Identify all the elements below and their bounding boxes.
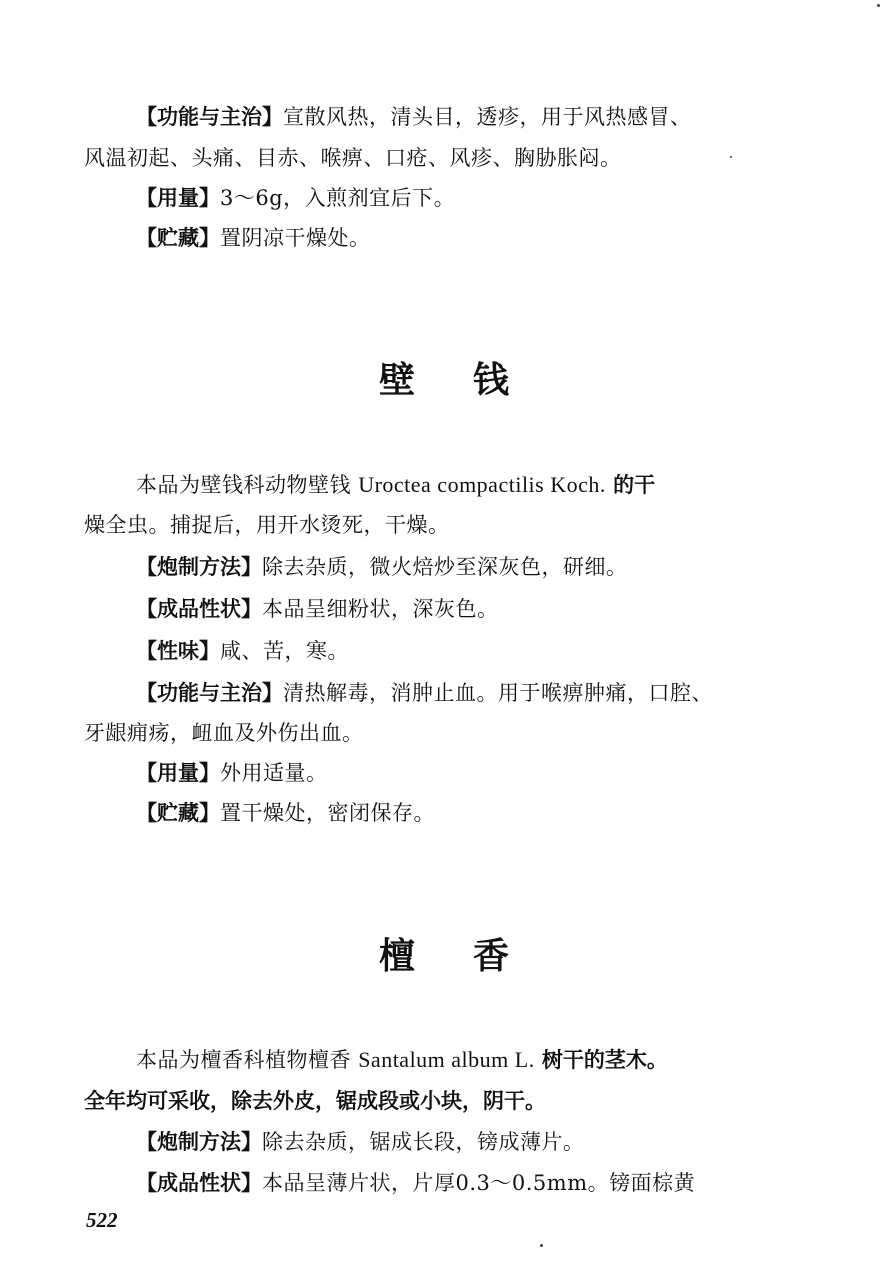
product-line — [136, 594, 499, 624]
dosage-tag: 【用量】 — [136, 186, 220, 210]
intro-text: 本品为壁钱科动物壁钱 — [136, 473, 351, 497]
intro-line-2 — [84, 1086, 546, 1116]
section-title-biqian: 壁钱 — [378, 360, 567, 401]
intro-text-post: 的干 — [613, 473, 656, 497]
dosage-tag: 【用量】 — [136, 761, 220, 785]
product-tag: 【成品性状】 — [136, 597, 262, 621]
intro-text-cont: 燥全虫。捕捉后，用开水烫死，干燥。 — [84, 513, 450, 537]
processing-tag: 【炮制方法】 — [136, 1130, 262, 1154]
processing-tag: 【炮制方法】 — [136, 555, 262, 579]
function-line-1 — [136, 102, 692, 132]
function-text: 宣散风热，清头目，透疹，用于风热感冒、 — [283, 105, 692, 129]
dosage-text: 3～6g，入煎剂宜后下。 — [220, 186, 456, 210]
dosage-line — [136, 183, 455, 213]
function-text-cont: 风温初起、头痛、目赤、喉痹、口疮、风疹、胸胁胀闷。 — [84, 146, 622, 170]
taste-tag: 【性味】 — [136, 639, 220, 663]
print-speck — [877, 4, 880, 7]
product-line — [136, 1168, 695, 1198]
taste-text: 咸、苦，寒。 — [220, 639, 349, 663]
product-text: 本品呈薄片状，片厚0.3～0.5mm。镑面棕黄 — [262, 1171, 696, 1195]
intro-text-cont: 全年均可采收，除去外皮，锯成段或小块，阴干。 — [84, 1089, 546, 1113]
intro-text-post: 树干的茎木。 — [541, 1048, 668, 1072]
function-line-2 — [84, 143, 622, 173]
storage-tag: 【贮藏】 — [136, 801, 220, 825]
function-tag: 【功能与主治】 — [136, 681, 283, 705]
storage-line — [136, 223, 371, 253]
intro-line-1 — [136, 1045, 668, 1075]
print-speck — [540, 1244, 543, 1247]
function-text: 清热解毒，消肿止血。用于喉痹肿痛，口腔、 — [283, 681, 713, 705]
storage-text: 置阴凉干燥处。 — [220, 226, 371, 250]
storage-tag: 【贮藏】 — [136, 226, 220, 250]
dosage-text: 外用适量。 — [220, 761, 328, 785]
function-line-1 — [136, 678, 713, 708]
function-line-2 — [84, 718, 364, 748]
product-text: 本品呈细粉状，深灰色。 — [262, 597, 499, 621]
processing-line — [136, 552, 628, 582]
processing-line — [136, 1127, 585, 1157]
product-tag: 【成品性状】 — [136, 1171, 262, 1195]
section-title-tanxiang: 檀香 — [378, 936, 567, 977]
processing-text: 除去杂质，锯成长段，镑成薄片。 — [262, 1130, 585, 1154]
print-speck — [730, 156, 732, 158]
processing-text: 除去杂质，微火焙炒至深灰色，研细。 — [262, 555, 628, 579]
latin-name: Uroctea compactilis Koch. — [358, 472, 606, 497]
taste-line — [136, 636, 349, 666]
intro-line-1 — [136, 470, 655, 500]
intro-text: 本品为檀香科植物檀香 — [136, 1048, 351, 1072]
function-text-cont: 牙龈痈疡，衄血及外伤出血。 — [84, 721, 364, 745]
latin-name: Santalum album L. — [358, 1047, 535, 1072]
intro-line-2 — [84, 510, 450, 540]
storage-line — [136, 798, 435, 828]
dosage-line — [136, 758, 328, 788]
page-number: 522 — [86, 1208, 118, 1232]
storage-text: 置干燥处，密闭保存。 — [220, 801, 435, 825]
function-tag: 【功能与主治】 — [136, 105, 283, 129]
